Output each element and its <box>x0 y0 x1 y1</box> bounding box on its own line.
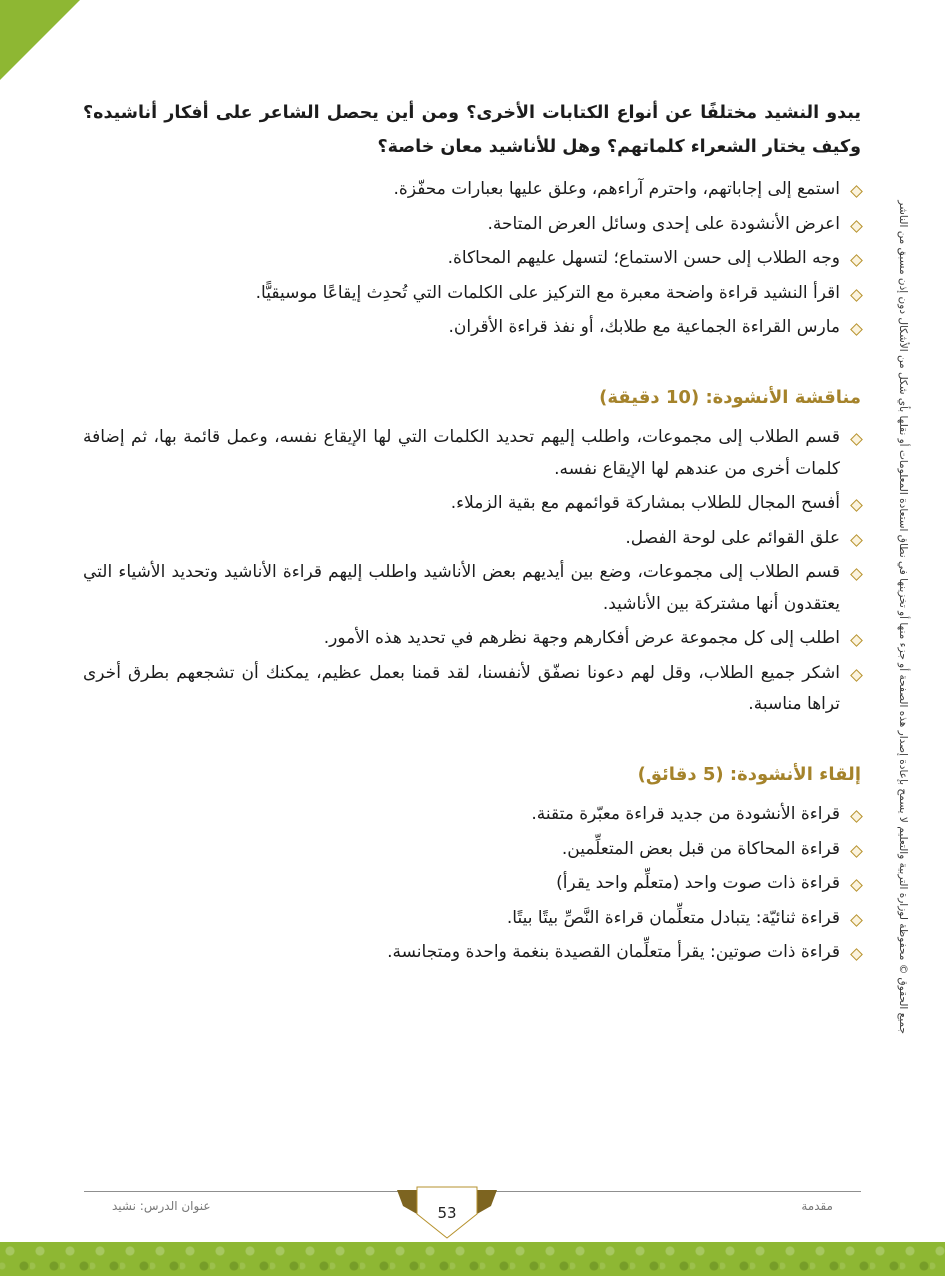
bullet-text: قراءة ذات صوت واحد (متعلِّم واحد يقرأ) <box>556 873 840 894</box>
list-item <box>83 868 861 899</box>
list-item <box>83 799 861 830</box>
bullet-text: قراءة ثنائيّة: يتبادل متعلِّمان قراءة النَّصِّ بيتًا بيتًا. <box>506 907 840 928</box>
bullet-diamond-icon <box>850 220 863 233</box>
bullet-diamond-icon <box>850 534 863 547</box>
list-item <box>83 312 861 343</box>
decorative-bottom-strip <box>0 1242 945 1276</box>
bullet-diamond-icon <box>850 323 863 336</box>
bullet-text: قراءة المحاكاة من قبل بعض المتعلِّمين. <box>561 838 840 859</box>
bullet-text: اطلب إلى كل مجموعة عرض أفكارهم وجهة نظرهم في تحديد هذه الأمور. <box>323 628 840 649</box>
bullet-diamond-icon <box>850 289 863 302</box>
intro-bullet-list <box>83 174 861 343</box>
list-item <box>83 243 861 274</box>
bullet-diamond-icon <box>850 845 863 858</box>
bullet-diamond-icon <box>850 185 863 198</box>
bullet-text: علق القوائم على لوحة الفصل. <box>625 527 840 548</box>
bullet-text: مارس القراءة الجماعية مع طلابك، أو نفذ قراءة الأقران. <box>448 317 840 337</box>
bullet-text: قسم الطلاب إلى مجموعات، واطلب إليهم تحديد الكلمات التي لها الإيقاع نفسه، وعمل قائمة بها، ثم إضافة كلمات أخرى من عندهم لها الإيقاع نفسه. <box>83 427 840 479</box>
list-item <box>83 658 861 721</box>
list-item <box>83 557 861 620</box>
bullet-diamond-icon <box>850 254 863 267</box>
discussion-bullet-list <box>83 422 861 720</box>
bullet-diamond-icon <box>850 634 863 647</box>
page-number-banner <box>397 1186 497 1240</box>
bullet-diamond-icon <box>850 914 863 927</box>
bullet-diamond-icon <box>850 499 863 512</box>
list-item <box>83 937 861 968</box>
bullet-diamond-icon <box>850 811 863 824</box>
list-item <box>83 209 861 240</box>
section-heading-discussion: مناقشة الأنشودة: (10 دقيقة) <box>599 387 861 409</box>
bullet-text: أفسح المجال للطلاب بمشاركة قوائمهم مع بقية الزملاء. <box>450 493 840 514</box>
bullet-text: وجه الطلاب إلى حسن الاستماع؛ لتسهل عليهم المحاكاة. <box>447 248 840 269</box>
bullet-text: قراءة ذات صوتين: يقرأ متعلِّمان القصيدة بنغمة واحدة ومتجانسة. <box>387 942 840 963</box>
bullet-diamond-icon <box>850 434 863 447</box>
page-number: 53 <box>437 1204 457 1222</box>
list-item <box>83 174 861 205</box>
bullet-diamond-icon <box>850 568 863 581</box>
intro-paragraph: يبدو النشيد مختلفًا عن أنواع الكتابات الأخرى؟ ومن أين يحصل الشاعر على أفكار أناشيده؟ وكيف يختار الشعراء كلماتهم؟ وهل للأناشيد معان خاصة؟ <box>83 103 861 158</box>
bullet-text: اعرض الأنشودة على إحدى وسائل العرض المتاحة. <box>487 213 840 234</box>
section-heading-recitation: إلقاء الأنشودة: (5 دقائق) <box>637 764 861 786</box>
list-item <box>83 903 861 934</box>
list-item <box>83 422 861 485</box>
bullet-text: استمع إلى إجاباتهم، واحترم آراءهم، وعلق عليها بعبارات محفّزة. <box>393 179 840 200</box>
section-label: مقدمة <box>801 1199 833 1213</box>
bullet-text: اشكر جميع الطلاب، وقل لهم دعونا نصفّق لأنفسنا، لقد قمنا بعمل عظيم، يمكنك أن تشجعهم بطرق أخرى تراها مناسبة. <box>83 662 840 714</box>
bullet-text: قراءة الأنشودة من جديد قراءة معبّرة متقنة. <box>531 804 840 825</box>
bullet-diamond-icon <box>850 948 863 961</box>
bullet-diamond-icon <box>850 669 863 682</box>
copyright-vertical-text: جميع الحقوق © محفوظة لوزارة التربية والتعليم لا يسمح بإعادة إصدار هذه الصفحة أو جزء منها أو تخزينها في نطاق استعادة المعلومات أو نقلها بأي شكل من الأشكال دون إذن مسبق من الناشر <box>897 200 909 1034</box>
bullet-text: قسم الطلاب إلى مجموعات، وضع بين أيديهم بعض الأناشيد واطلب إليهم قراءة الأناشيد وتحديد الأشياء التي يعتقدون أنها مشتركة بين الأناشيد. <box>83 562 840 614</box>
list-item <box>83 488 861 519</box>
bullet-text: اقرأ النشيد قراءة واضحة معبرة مع التركيز على الكلمات التي تُحدِث إيقاعًا موسيقيًّا. <box>255 282 840 303</box>
recitation-bullet-list <box>83 799 861 968</box>
list-item <box>83 834 861 865</box>
bullet-diamond-icon <box>850 879 863 892</box>
list-item <box>83 278 861 309</box>
corner-triangle-decoration <box>0 0 80 80</box>
list-item <box>83 623 861 654</box>
lesson-title: عنوان الدرس: نشيد <box>112 1199 211 1213</box>
list-item <box>83 523 861 554</box>
page-content <box>83 96 861 972</box>
